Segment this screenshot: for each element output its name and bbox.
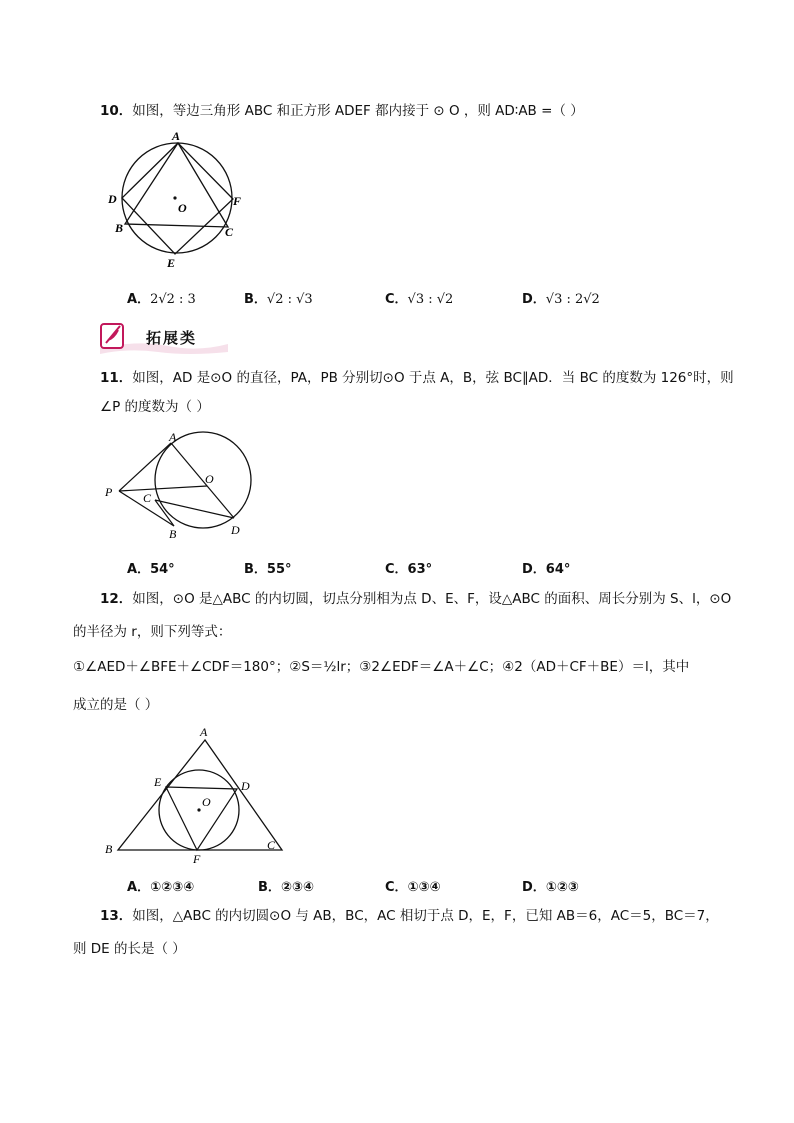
q11-stem-line2: ∠P 的度数为（ ） xyxy=(100,399,210,415)
q11-option-d[interactable]: D．64° xyxy=(522,562,571,577)
q10-circle xyxy=(122,143,232,253)
q10-label-A: A xyxy=(172,129,181,143)
q13-stem-line2: 则 DE 的长是（ ） xyxy=(73,941,186,957)
q10-option-c[interactable]: C．√3 : √2 xyxy=(385,292,454,307)
q12-stem-line2: 的半径为 r，则下列等式： xyxy=(73,624,232,640)
q12-label-A: A xyxy=(200,725,208,739)
q12-figure xyxy=(100,722,290,867)
q12-label-F: F xyxy=(193,852,201,866)
q12-statements: ①∠AED＋∠BFE＋∠CDF＝180°；②S＝½lr；③2∠EDF＝∠A＋∠C；④2（AD＋CF＋BE）＝l，其中 xyxy=(73,659,690,675)
q11-label-C: C xyxy=(143,491,152,505)
q12-label-O: O xyxy=(202,795,211,809)
q12-option-d[interactable]: D．①②③ xyxy=(522,880,579,895)
q11-segment-PO xyxy=(119,486,207,491)
q11-figure xyxy=(100,430,260,542)
q10-option-d[interactable]: D．√3 : 2√2 xyxy=(522,292,600,307)
q12-label-E: E xyxy=(154,775,162,789)
q11-option-a[interactable]: A．54° xyxy=(127,562,175,577)
q10-label-C: C xyxy=(225,225,234,239)
q11-label-P: P xyxy=(105,485,113,499)
q11-option-b[interactable]: B．55° xyxy=(244,562,292,577)
q12-option-b[interactable]: B．②③④ xyxy=(258,880,314,895)
q10-label-B: B xyxy=(115,221,124,235)
q11-label-D: D xyxy=(231,523,240,537)
q12-center-dot xyxy=(197,808,200,811)
q10-label-F: F xyxy=(233,194,242,208)
q12-option-c[interactable]: C．①③④ xyxy=(385,880,441,895)
q12-label-D: D xyxy=(241,779,250,793)
q10-figure xyxy=(100,128,250,273)
q11-stem-line1: 11．如图，AD 是⊙O 的直径，PA，PB 分别切⊙O 于点 A，B，弦 BC∥AD．当 BC 的度数为 126°时，则 xyxy=(100,370,734,386)
q12-stem-line1: 12．如图，⊙O 是△ABC 的内切圆，切点分别相为点 D、E、F，设△ABC 的面积、周长分别为 S、l，⊙O xyxy=(100,591,732,607)
q10-center-dot xyxy=(173,196,176,199)
q12-triangle xyxy=(118,740,282,850)
q11-circle xyxy=(155,432,251,528)
section-title: 拓展类 xyxy=(146,329,198,347)
q11-label-B: B xyxy=(169,527,177,541)
q11-diameter-AD xyxy=(171,443,234,518)
q11-label-O: O xyxy=(205,472,214,486)
q10-label-D: D xyxy=(108,192,117,206)
q11-tangent-PA xyxy=(119,443,171,491)
q12-option-a[interactable]: A．①②③④ xyxy=(127,880,195,895)
q10-option-b[interactable]: B．√2 : √3 xyxy=(244,292,313,307)
quill-icon xyxy=(101,324,123,348)
q10-label-E: E xyxy=(167,256,176,270)
q12-stem-line4: 成立的是（ ） xyxy=(73,697,159,713)
q11-option-c[interactable]: C．63° xyxy=(385,562,433,577)
q10-stem: 10．如图，等边三角形 ABC 和正方形 ADEF 都内接于 ⊙ O ，则 AD∶AB =（ ） xyxy=(100,103,584,119)
q10-option-a[interactable]: A．2√2 : 3 xyxy=(127,292,196,307)
q10-label-O: O xyxy=(178,201,187,215)
q11-label-A: A xyxy=(169,430,177,444)
q12-label-B: B xyxy=(105,842,113,856)
q12-label-C: C xyxy=(267,838,276,852)
q13-stem-line1: 13．如图，△ABC 的内切圆⊙O 与 AB，BC，AC 相切于点 D，E，F，已知 AB＝6，AC＝5，BC＝7， xyxy=(100,908,719,924)
